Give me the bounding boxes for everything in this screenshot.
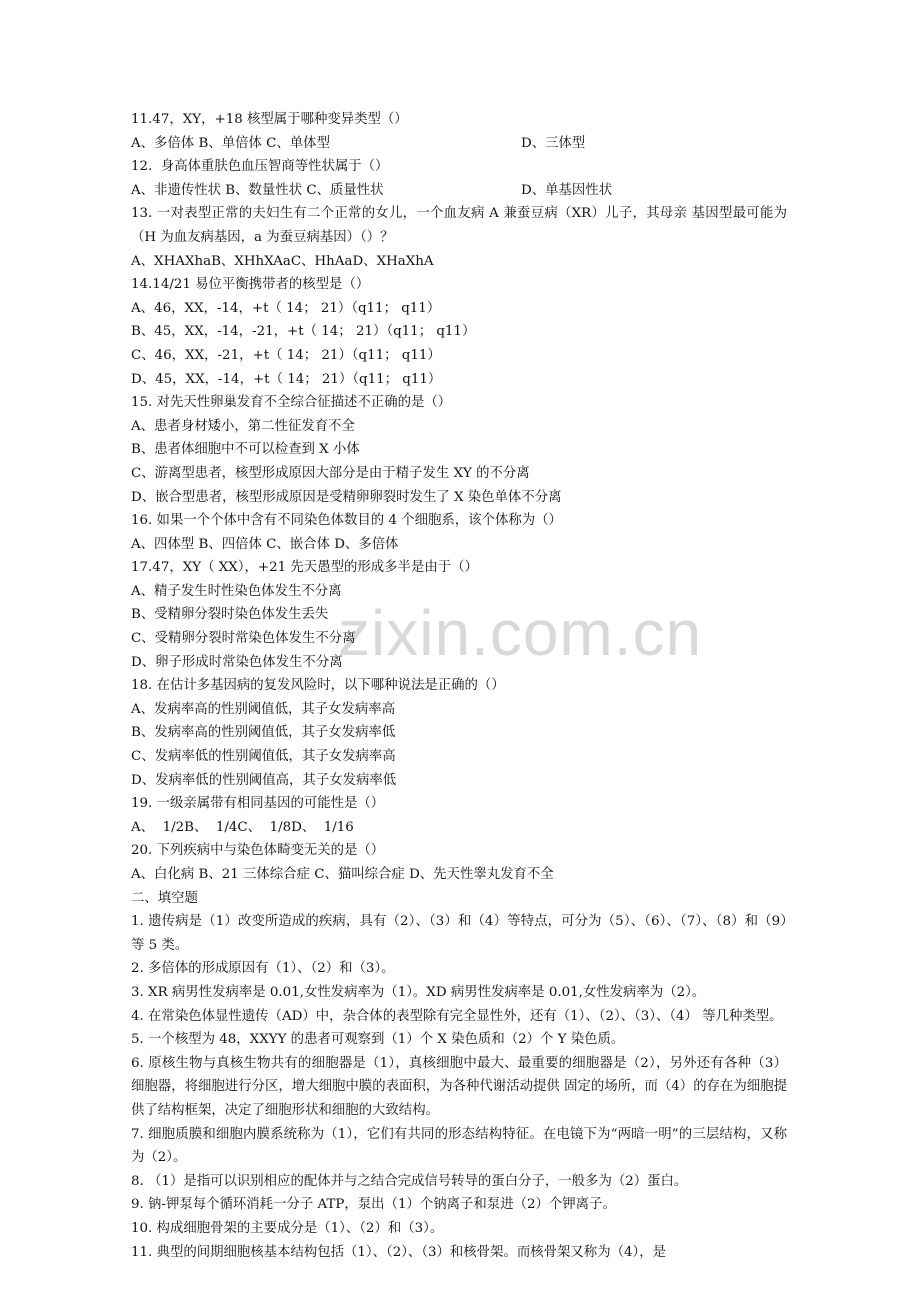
q12-option-d: D、单基因性状 <box>521 182 613 198</box>
q15-option-a: A、患者身材矮小，第二性征发育不全 <box>131 418 355 434</box>
q15-stem: 15. 对先天性卵巢发育不全综合征描述不正确的是（） <box>131 395 452 411</box>
fill-item-4: 4. 在常染色体显性遗传（AD）中，杂合体的表型除有完全显性外，还有（1）、（2）、（3）、（4） 等几种类型。 <box>131 1008 783 1024</box>
document-body <box>131 108 787 1264</box>
q17-option-d: D、卵子形成时常染色体发生不分离 <box>131 654 343 670</box>
q14-option-a: A、46，XX，-14，+t（ 14； 21）（q11； q11） <box>131 300 441 316</box>
q17-option-a: A、精子发生时性染色体发生不分离 <box>131 583 342 599</box>
q16-stem: 16. 如果一个个体中含有不同染色体数目的 4 个细胞系，该个体称为（） <box>131 513 562 529</box>
fill-item-1: 1. 遗传病是（1）改变所造成的疾病，具有（2）、（3）和（4）等特点，可分为（5）、（6）、（7）、（8）和（9）等 5 类。 <box>131 914 787 953</box>
section-heading-fill-in: 二、填空题 <box>131 890 198 906</box>
q18-option-a: A、发病率高的性别阈值低，其子女发病率高 <box>131 701 396 717</box>
watermark: zixin.com.cn <box>338 597 703 669</box>
q11-options <box>131 132 787 156</box>
q18-option-c: C、发病率低的性别阈值低，其子女发病率高 <box>131 749 396 765</box>
q12-stem: 12. 身高体重肤色血压智商等性状属于（） <box>131 159 389 175</box>
q11-option-d: D、三体型 <box>521 135 586 151</box>
q14-option-c: C、46，XX，-21，+t（ 14； 21）（q11； q11） <box>131 347 441 363</box>
q16-options: A、四体型 B、四倍体 C、嵌合体 D、多倍体 <box>131 536 399 552</box>
fill-item-3: 3. XR 病男性发病率是 0.01,女性发病率为（1）。XD 病男性发病率是 0.01,女性发病率为（2）。 <box>131 984 706 1000</box>
fill-item-8: 8. （1）是指可以识别相应的配体并与之结合完成信号转导的蛋白分子，一般多为（2）蛋白。 <box>131 1173 688 1189</box>
fill-item-6: 6. 原核生物与真核生物共有的细胞器是（1），真核细胞中最大、最重要的细胞器是（2），另外还有各种（3）细胞器，将细胞进行分区，增大细胞中膜的表面积，为各种代谢活动提供 固定的场所，而（4）的存在为细胞提供了结构框架，决定了细胞形状和细胞的大致结构。 <box>131 1055 787 1118</box>
q15-option-b: B、患者体细胞中不可以检查到 X 小体 <box>131 442 360 458</box>
q17-stem: 17.47，XY（ XX），+21 先天愚型的形成多半是由于（） <box>131 560 478 576</box>
q17-option-b: B、受精卵分裂时染色体发生丢失 <box>131 607 329 623</box>
q13-stem: 13. 一对表型正常的夫妇生有二个正常的女儿，一个血友病 A 兼蚕豆病（XR）儿子，其母亲 基因型最可能为（H 为血友病基因，a 为蚕豆病基因）（）？ <box>131 206 787 245</box>
q20-stem: 20. 下列疾病中与染色体畸变无关的是（） <box>131 843 385 859</box>
q18-stem: 18. 在估计多基因病的复发风险时，以下哪种说法是正确的（） <box>131 678 505 694</box>
q12-options <box>131 179 787 203</box>
q15-option-c: C、游离型患者，核型形成原因大部分是由于精子发生 XY 的不分离 <box>131 465 530 481</box>
q18-option-b: B、发病率高的性别阈值低，其子女发病率低 <box>131 725 396 741</box>
q14-stem: 14.14/21 易位平衡携带者的核型是（） <box>131 277 370 293</box>
q13-options: A、XHAXhaB、XHhXAaC、HhAaD、XHaXhA <box>131 253 434 269</box>
q14-option-b: B、45，XX，-14，-21，+t（ 14； 21）（q11； q11） <box>131 324 476 340</box>
q19-options: A、 1/2B、 1/4C、 1/8D、 1/16 <box>131 819 354 835</box>
q15-option-d: D、嵌合型患者，核型形成原因是受精卵卵裂时发生了 X 染色单体不分离 <box>131 489 562 505</box>
q11-stem: 11.47，XY，+18 核型属于哪种变异类型（） <box>131 112 408 127</box>
fill-item-9: 9. 钠-钾泵每个循环消耗一分子 ATP，泵出（1）个钠离子和泵进（2）个钾离子。 <box>131 1197 616 1213</box>
q18-option-d: D、发病率低的性别阈值高，其子女发病率低 <box>131 772 397 788</box>
fill-item-10: 10. 构成细胞骨架的主要成分是（1）、（2）和（3）。 <box>131 1220 444 1236</box>
fill-item-7: 7. 细胞质膜和细胞内膜系统称为（1），它们有共同的形态结构特征。在电镜下为“两暗一明”的三层结构，又称为（2）。 <box>131 1126 787 1166</box>
q19-stem: 19. 一级亲属带有相同基因的可能性是（） <box>131 796 385 812</box>
q17-option-c: C、受精卵分裂时常染色体发生不分离 <box>131 631 356 647</box>
fill-item-5: 5. 一个核型为 48，XXYY 的患者可观察到（1）个 X 染色质和（2）个 Y 染色质。 <box>131 1032 625 1048</box>
q11-option-abc: A、多倍体 B、单倍体 C、单体型 <box>131 135 330 151</box>
fill-item-11: 11. 典型的间期细胞核基本结构包括（1）、（2）、（3）和核骨架。而核骨架又称为（4），是 <box>131 1244 666 1260</box>
q14-option-d: D、45，XX，-14，+t（ 14； 21）（q11； q11） <box>131 371 442 387</box>
q12-option-abc: A、非遗传性状 B、数量性状 C、质量性状 <box>131 182 384 198</box>
fill-item-2: 2. 多倍体的形成原因有（1）、（2）和（3）。 <box>131 961 395 977</box>
q20-options: A、白化病 B、21 三体综合症 C、猫叫综合症 D、先天性睾丸发育不全 <box>131 867 554 882</box>
